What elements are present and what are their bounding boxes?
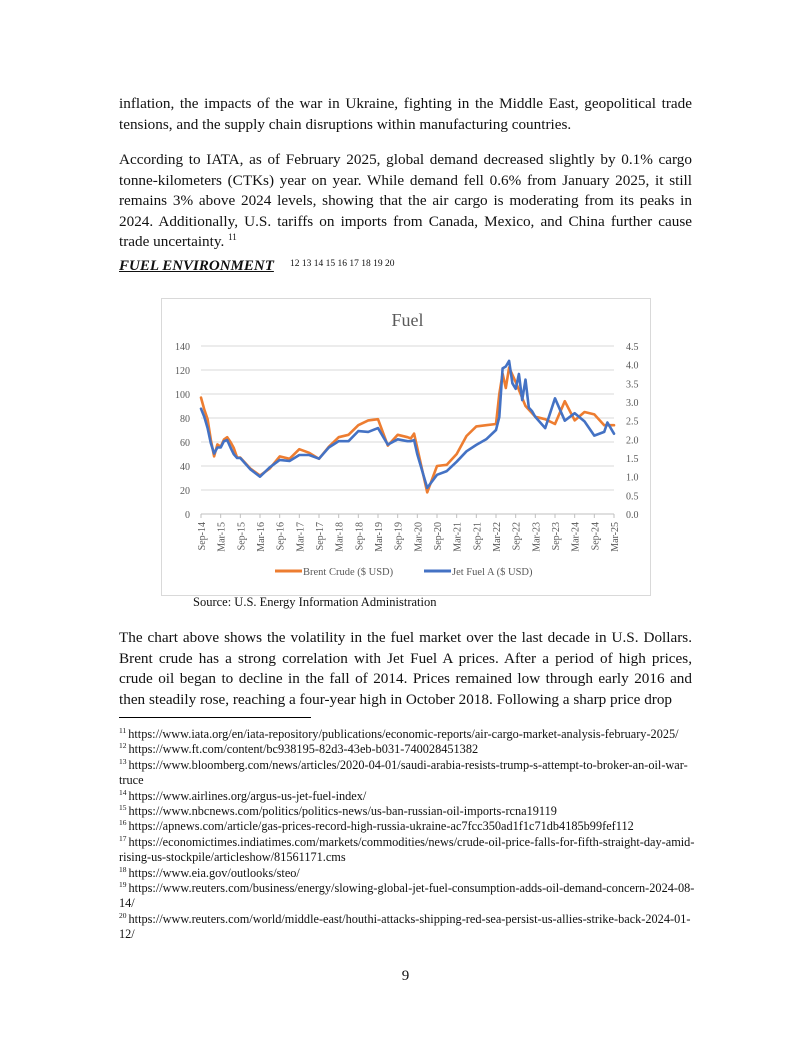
x-tick-label: Mar-16 [256,522,267,552]
paragraph-inflation: inflation, the impacts of the war in Ukraine, fighting in the Middle East, geopolitical trade tensions, and the supply chain disruptions within manufacturing countries. [119,95,692,133]
y-right-tick-label: 0.5 [626,491,639,503]
y-left-tick-label: 20 [180,486,190,497]
footnote-number: 14 [119,787,127,797]
y-right-tick-label: 2.0 [626,435,639,447]
footnote-17 [119,835,699,866]
y-right-tick-label: 2.5 [626,416,639,428]
y-right-tick-label: 1.0 [626,472,639,484]
x-tick-label: Sep-15 [236,522,248,551]
footnote-number: 16 [119,818,127,828]
x-tick-label: Sep-20 [433,522,444,551]
y-left-tick-label: 120 [175,366,190,377]
footnote-number: 20 [119,910,127,920]
x-tick-label: Mar-18 [334,522,346,552]
footnote-15 [119,804,699,819]
fuel-chart [161,298,651,596]
x-tick-label: Sep-22 [511,522,523,551]
x-tick-label: Mar-20 [413,522,425,552]
footnote-number: 11 [119,725,127,735]
footnote-link[interactable]: https://www.iata.org/en/iata-repository/publications/economic-reports/air-cargo-market-analysis-february-2025/ [128,727,679,741]
x-tick-label: Sep-19 [393,522,405,551]
x-tick-label: Mar-17 [295,522,307,552]
y-left-tick-label: 40 [180,462,190,473]
footnote-ref[interactable]: 11 [228,232,237,243]
y-left-tick-label: 100 [175,390,190,401]
y-left-tick-label: 140 [175,342,190,353]
footnotes [119,727,699,943]
y-right-tick-label: 3.5 [626,379,639,391]
footnote-14 [119,789,699,804]
y-right-tick-label: 4.5 [626,342,639,353]
legend-label-jet-fuel: Jet Fuel A ($ USD) [452,567,533,578]
y-right-tick-label: 1.5 [626,454,639,465]
footnote-19 [119,881,699,912]
x-tick-label: Sep-21 [472,522,484,551]
footnote-link[interactable]: https://apnews.com/article/gas-prices-record-high-russia-ukraine-ac7fcc350ad1f1c71db4185b99fef112 [128,819,634,834]
footnote-separator [119,717,311,718]
footnote-18 [119,866,699,881]
y-right-tick-label: 0.0 [626,510,639,521]
footnote-20 [119,912,699,943]
section-heading: FUEL ENVIRONMENT [119,258,274,274]
footnote-16 [119,819,699,834]
footnote-13 [119,758,699,789]
x-tick-label: Sep-14 [197,522,208,551]
footnote-number: 15 [119,802,127,812]
x-tick-label: Mar-25 [610,522,621,552]
footnote-link[interactable]: https://www.reuters.com/business/energy/slowing-global-jet-fuel-consumption-adds-oil-demand-concern-2024-08-14/ [119,881,695,911]
x-tick-label: Sep-18 [354,522,366,551]
footnote-number: 17 [119,833,127,843]
x-tick-label: Mar-21 [452,522,464,552]
footnote-link[interactable]: https://www.bloomberg.com/news/articles/2020-04-01/saudi-arabia-resists-trump-s-attempt-to-broker-an-oil-war-truce [119,757,688,788]
footnote-link[interactable]: https://www.ft.com/content/bc938195-82d3-43eb-b031-740028451382 [128,742,479,757]
y-left-tick-label: 60 [180,438,190,449]
footnote-number: 13 [119,756,127,766]
footnote-link[interactable]: https://www.reuters.com/world/middle-east/houthi-attacks-shipping-red-sea-persist-us-allies-strike-back-2024-01-12/ [119,911,691,942]
paragraph-iata-text: According to IATA, as of February 2025, global demand decreased slightly by 0.1% cargo tonne-kilometers (CTKs) year on year. While demand fell 0.6% from January 2025, it still remains 3% above 2024 levels, showing that the air cargo is moderating from its peaks in 2024. Additionally, U.S. tariffs on imports from Canada, Mexico, and China further cause trade uncertainty. [119,151,692,251]
footnote-11 [119,727,699,742]
footnote-number: 12 [119,741,127,751]
legend-label-brent: Brent Crude ($ USD) [303,567,394,578]
footnote-12 [119,742,699,757]
x-tick-label: Sep-17 [315,522,326,551]
x-tick-label: Mar-22 [492,522,503,552]
paragraph-chart-description: The chart above shows the volatility in the fuel market over the last decade in U.S. Dollars. Brent crude has a strong correlation with Jet Fuel A prices. After a period of high prices, crude oil began to decline in the fall of 2014. Prices remained low through early 2016 and then steadily rose, reaching a four-year high in October 2018. Following a sharp price drop [119,629,692,708]
footnote-link[interactable]: https://economictimes.indiatimes.com/markets/commodities/news/crude-oil-price-falls-for-fifth-straight-day-amid-rising-us-stockpile/articleshow/81561171.cms [119,834,695,865]
footnote-number: 18 [119,864,127,874]
x-tick-label: Mar-23 [531,522,543,552]
footnote-link[interactable]: https://www.nbcnews.com/politics/politics-news/us-ban-russian-oil-imports-rcna19119 [128,804,557,819]
fuel-chart-svg [162,299,650,595]
paragraph-iata-demand [119,150,692,253]
chart-title: Fuel [391,310,424,330]
page-number: 9 [401,968,410,984]
x-tick-label: Sep-24 [590,522,602,551]
y-left-tick-label: 80 [180,414,190,425]
series-line-jet-fuel [201,361,614,488]
footnote-number: 19 [119,879,127,889]
x-tick-label: Mar-19 [374,522,385,552]
heading-footnote-refs[interactable]: 12 13 14 15 16 17 18 19 20 [290,259,395,269]
x-tick-label: Sep-16 [275,522,287,551]
y-right-tick-label: 4.0 [626,360,639,372]
y-left-tick-label: 0 [185,510,190,521]
footnote-link[interactable]: https://www.eia.gov/outlooks/steo/ [128,865,300,880]
x-tick-label: Mar-24 [570,522,582,552]
footnote-link[interactable]: https://www.airlines.org/argus-us-jet-fuel-index/ [128,788,367,803]
x-tick-label: Sep-23 [551,522,562,551]
chart-source: Source: U.S. Energy Information Administration [193,595,437,609]
y-right-tick-label: 3.0 [626,398,639,409]
x-tick-label: Mar-15 [216,522,228,552]
